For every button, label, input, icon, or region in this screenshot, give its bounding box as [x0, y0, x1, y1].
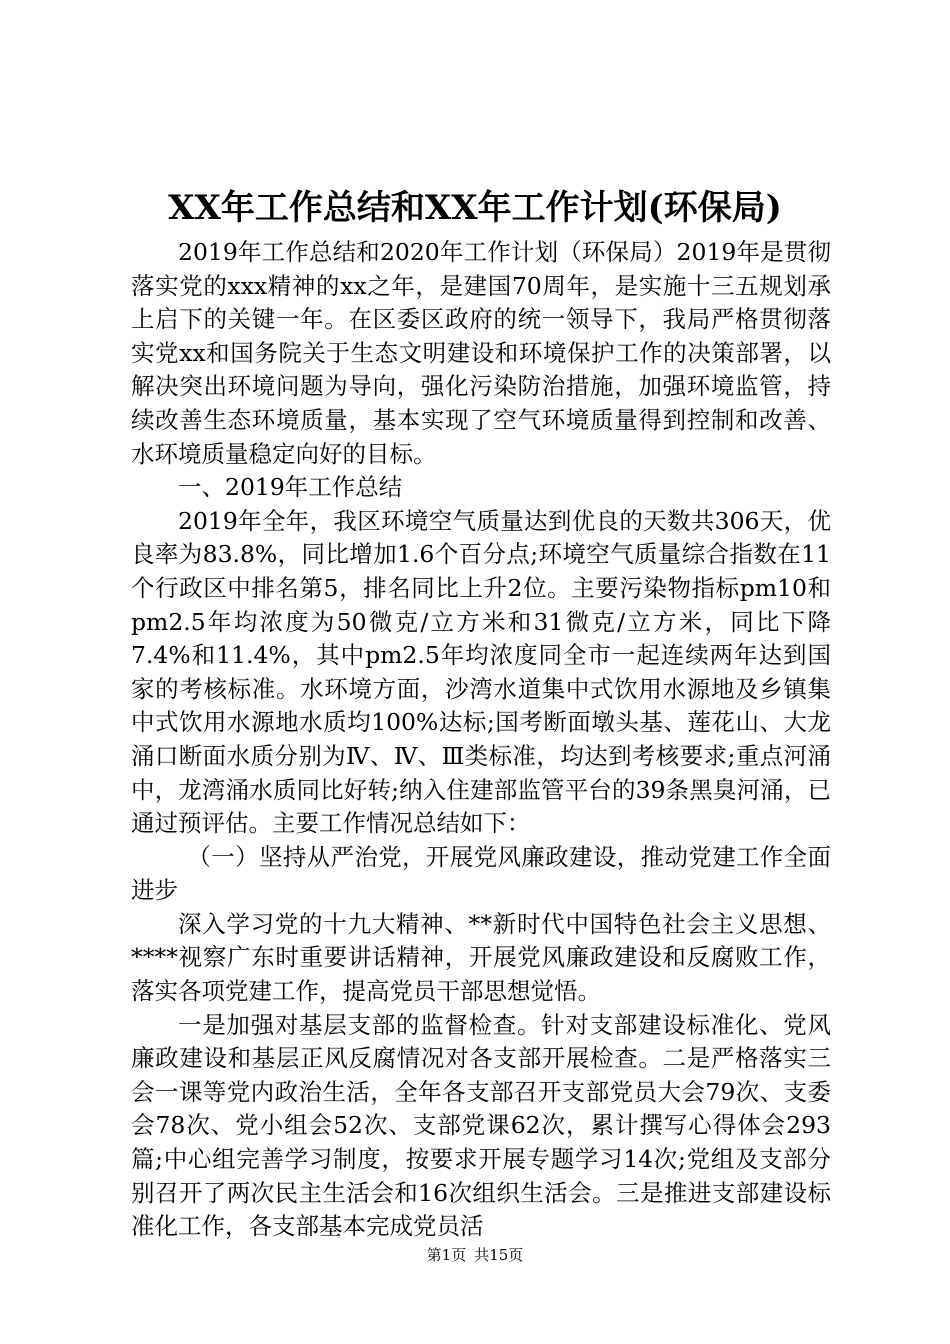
supervision-paragraph: 一是加强对基层支部的监督检查。针对支部建设标准化、党风廉政建设和基层正风反腐情况对各支部开展检查。二是严格落实三会一课等党内政治生活，全年各支部召开支部党员大会79次、支委会78次、党小组会52次、支部党课62次，累计撰写心得体会293篇;中心组完善学习制度，按要求开展专题学习14次;党组及支部分别召开了两次民主生活会和16次组织生活会。三是推进支部建设标准化工作，各支部基本完成党员活: [131, 1010, 831, 1241]
environment-summary-paragraph: 2019年全年，我区环境空气质量达到优良的天数共306天，优良率为83.8%，同比增加1.6个百分点;环境空气质量综合指数在11个行政区中排名第5，排名同比上升2位。主要污染物指标pm10和pm2.5年均浓度为50微克/立方米和31微克/立方米，同比下降7.4%和11.4%，其中pm2.5年均浓度同全市一起连续两年达到国家的考核标准。水环境方面，沙湾水道集中式饮用水源地及乡镇集中式饮用水源地水质均100%达标;国考断面墩头基、莲花山、大龙涌口断面水质分别为Ⅳ、Ⅳ、Ⅲ类标准，均达到考核要求;重点河涌中，龙湾涌水质同比好转;纳入住建部监管平台的39条黑臭河涌，已通过预评估。主要工作情况总结如下：: [131, 506, 831, 838]
page-footer: [0, 1245, 950, 1265]
party-study-paragraph: 深入学习党的十九大精神、**新时代中国特色社会主义思想、****视察广东时重要讲话精神，开展党风廉政建设和反腐败工作，落实各项党建工作，提高党员干部思想觉悟。: [131, 909, 831, 1006]
document-body: [131, 236, 831, 1244]
page-total: 共15页: [474, 1246, 524, 1264]
intro-paragraph: 2019年工作总结和2020年工作计划（环保局）2019年是贯彻落实党的xxx精神的xx之年，是建国70周年，是实施十三五规划承上启下的关键一年。在区委区政府的统一领导下，我局严格贯彻落实党xx和国务院关于生态文明建设和环境保护工作的决策部署，以解决突出环境问题为导向，强化污染防治措施，加强环境监管，持续改善生态环境质量，基本实现了空气环境质量得到控制和改善、水环境质量稳定向好的目标。: [131, 238, 831, 468]
subsection-heading-party-building: （一）坚持从严治党，开展党风廉政建设，推动党建工作全面进步: [131, 842, 831, 905]
section-heading-2019-summary: 一、2019年工作总结: [178, 473, 403, 502]
page-number: 第1页: [426, 1246, 467, 1264]
document-title: XX年工作总结和XX年工作计划(环保局): [168, 188, 782, 228]
